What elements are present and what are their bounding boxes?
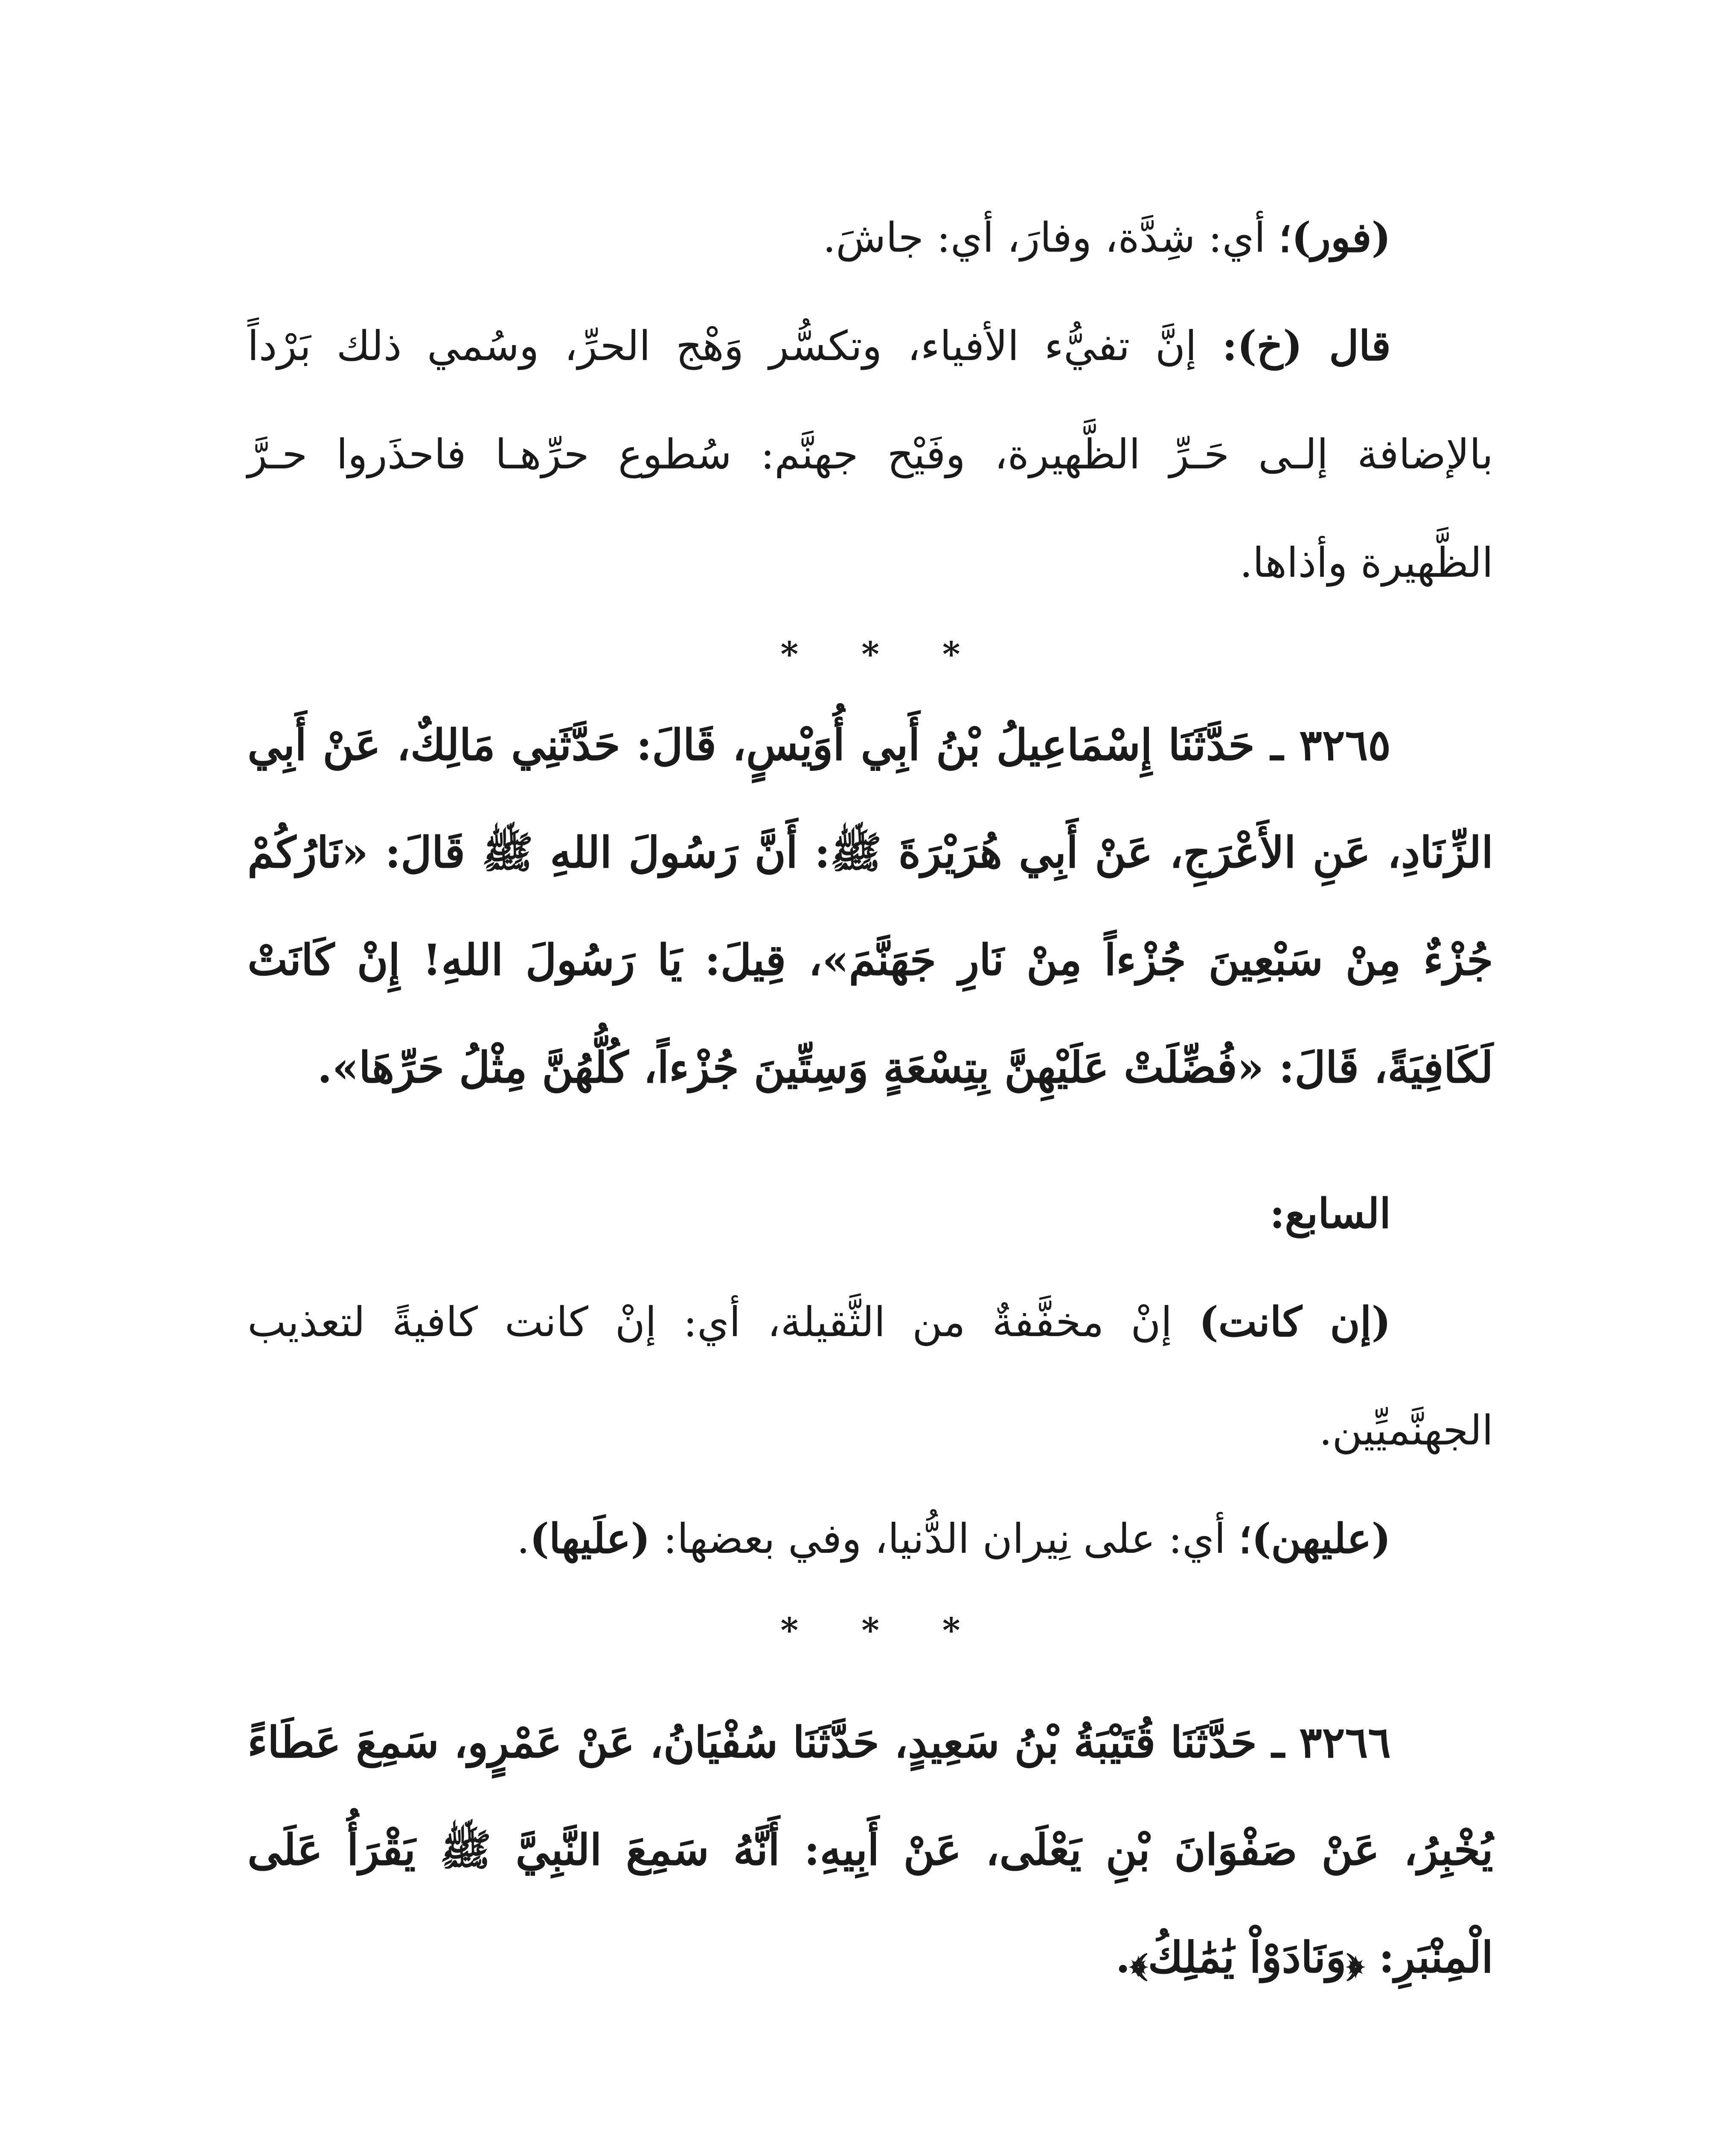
term-in-kanat: (إن كانت): [1199, 1298, 1391, 1346]
commentary-in-kanat-text: إنْ مخفَّفةٌ من الثَّقيلة، أي: إنْ كانت كافيةً لتعذيب الجهنَّميِّين.: [247, 1298, 1493, 1454]
term-qala-kh: قال (خ):: [1222, 322, 1391, 370]
commentary-alayhinna-text: أي: على نِيران الدُّنيا، وفي بعضها:: [650, 1515, 1239, 1563]
hadith-3265: ٣٢٦٥ ـ حَدَّثَنَا إِسْمَاعِيلُ بْنُ أَبِي أُوَيْسٍ، قَالَ: حَدَّثَنِي مَالِكٌ، عَنْ أَبِي الزِّنَادِ، عَنِ الأَعْرَجِ، عَنْ أَبِي هُرَيْرَةَ ﷺ: أَنَّ رَسُولَ اللهِ ﷺ قَالَ: «نَارُكُمْ جُزْءٌ مِنْ سَبْعِينَ جُزْءاً مِنْ نَارِ جَهَنَّمَ»، قِيلَ: يَا رَسُولَ اللهِ! إِنْ كَانَتْ لَكَافِيَةً، قَالَ: «فُضِّلَتْ عَلَيْهِنَّ بِتِسْعَةٍ وَسِتِّينَ جُزْءاً، كُلُّهُنَّ مِثْلُ حَرِّهَا».: [247, 720, 1493, 1093]
commentary-paragraph-in-kanat: [247, 1268, 1493, 1485]
term-alayhinna: (عليهن)؛: [1239, 1514, 1391, 1563]
commentary-paragraph-alayhinna: [247, 1485, 1493, 1593]
term-fawr: (فور)؛: [1278, 213, 1391, 262]
commentary-paragraph-khattabi: [247, 292, 1493, 617]
term-alayha: (علَيها): [529, 1514, 650, 1563]
commentary-line-fawr: [247, 183, 1493, 292]
page-body: [247, 183, 1493, 2011]
commentary-heading-sabi: السابع:: [1269, 1189, 1391, 1238]
section-separator: * * *: [780, 634, 986, 674]
commentary-khattabi-text: إنَّ تفيُّء الأفياء، وتكسُّر وَهْج الحرِّ، وسُمي ذلك بَرْداً بالإضافة إلـى حَـرِّ الظَّهيرة، وفَيْح جهنَّم: سُطوع حرِّهـا فاحذَروا حـرَّ الظَّهيرة وأذاها.: [247, 322, 1493, 587]
commentary-alayhinna-end: .: [517, 1515, 530, 1563]
hadith-3266: ٣٢٦٦ ـ حَدَّثَنَا قُتَيْبَةُ بْنُ سَعِيدٍ، حَدَّثَنَا سُفْيَانُ، عَنْ عَمْرٍو، سَمِعَ عَطَاءً يُخْبِرُ، عَنْ صَفْوَانَ بْنِ يَعْلَى، عَنْ أَبِيهِ: أَنَّهُ سَمِعَ النَّبِيَّ ﷺ يَقْرَأُ عَلَى الْمِنْبَرِ: ﴿وَنَادَوْاْ يَٰمَٰلِكُ﴾.: [247, 1717, 1493, 1982]
section-separator: * * *: [780, 1610, 986, 1650]
commentary-fawr-text: أي: شِدَّة، وفارَ، أي: جاشَ.: [823, 214, 1279, 262]
